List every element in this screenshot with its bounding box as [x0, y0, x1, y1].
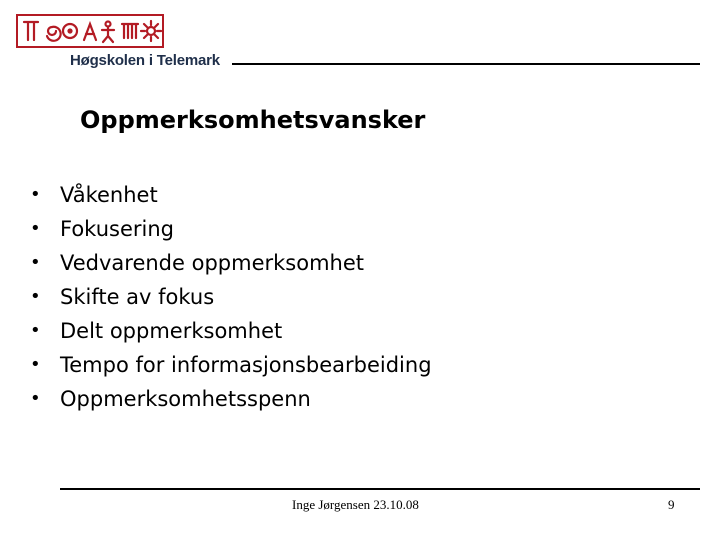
bullet-dot-icon: • — [30, 354, 41, 375]
footer-author-date: Inge Jørgensen 23.10.08 — [292, 497, 419, 512]
list-item — [30, 280, 432, 314]
bullet-dot-icon: • — [30, 218, 41, 239]
bullet-text: Fokusering — [60, 217, 174, 241]
list-item — [30, 348, 432, 382]
bullet-list — [30, 178, 432, 416]
bullet-dot-icon: • — [30, 184, 41, 205]
bullet-dot-icon: • — [30, 286, 41, 307]
bullet-dot-icon: • — [30, 320, 41, 341]
list-item — [30, 314, 432, 348]
slide-title: Oppmerksomhetsvansker — [80, 106, 426, 134]
list-item — [30, 212, 432, 246]
list-item — [30, 178, 432, 212]
list-item — [30, 246, 432, 280]
bullet-text: Skifte av fokus — [60, 285, 215, 309]
rune-logo-icon — [16, 14, 164, 48]
page-number: 9 — [668, 497, 675, 512]
bullet-text: Vedvarende oppmerksomhet — [60, 251, 364, 275]
list-item — [30, 382, 432, 416]
bullet-text: Tempo for informasjonsbearbeiding — [60, 353, 432, 377]
bullet-dot-icon: • — [30, 252, 41, 273]
bullet-dot-icon: • — [30, 388, 41, 409]
footer-divider — [60, 488, 700, 490]
bullet-text: Våkenhet — [60, 183, 158, 207]
header-divider — [232, 63, 700, 65]
school-name: Høgskolen i Telemark — [70, 52, 220, 69]
bullet-text: Oppmerksomhetsspenn — [60, 387, 311, 411]
bullet-text: Delt oppmerksomhet — [60, 319, 283, 343]
